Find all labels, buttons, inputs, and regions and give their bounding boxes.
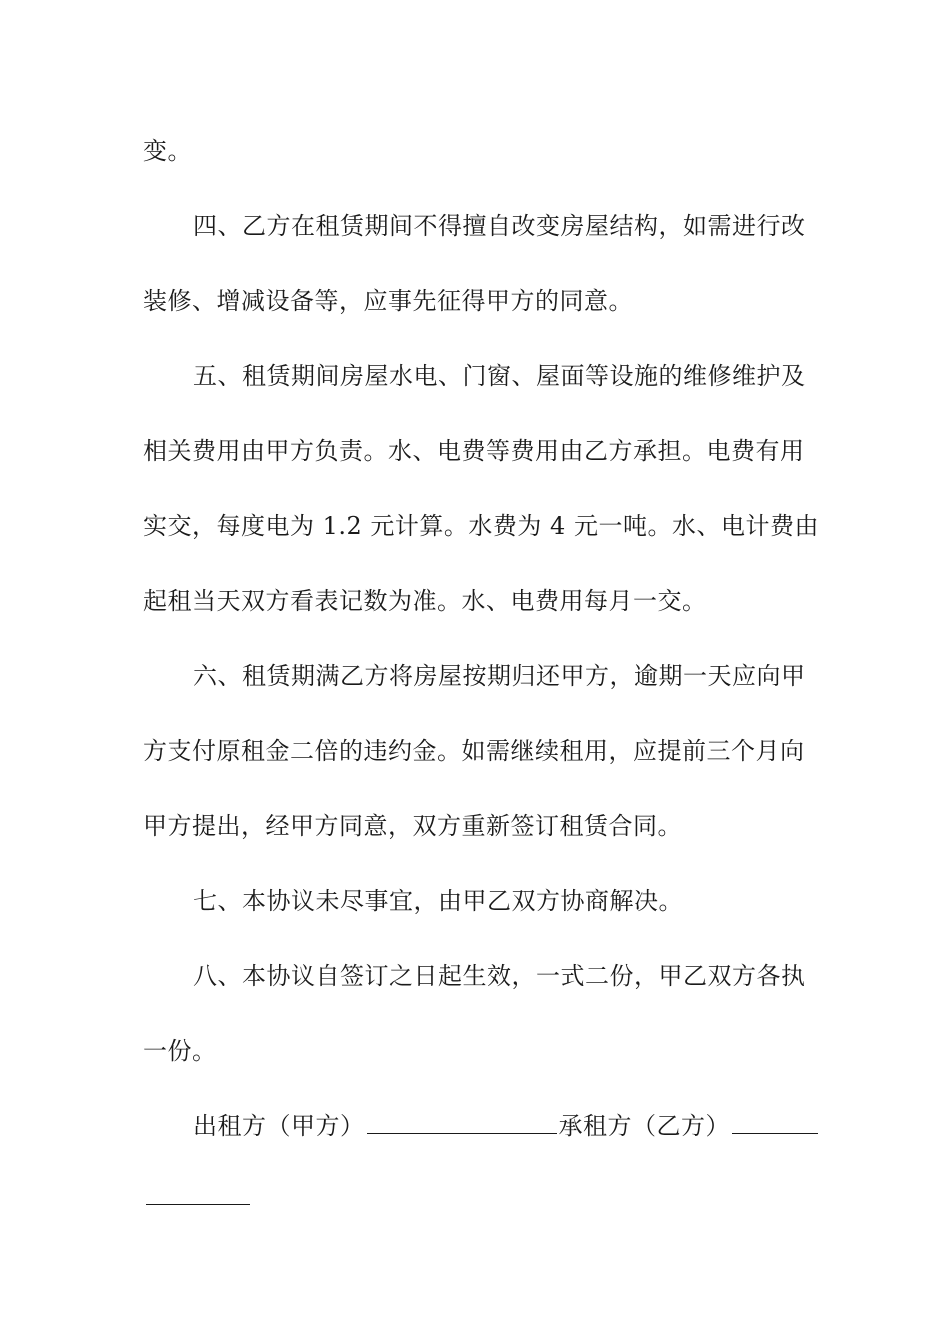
paragraph-line: 变。: [143, 137, 192, 165]
clause-five-line-2: 相关费用由甲方负责。水、电费等费用由乙方承担。电费有用: [143, 437, 805, 465]
lessee-signature-blank-continued: [146, 1184, 250, 1205]
lessee-label: 承租方（乙方）: [558, 1112, 730, 1140]
clause-six-line-1: 六、租赁期满乙方将房屋按期归还甲方，逾期一天应向甲: [193, 662, 806, 690]
signature-line: [193, 1111, 808, 1141]
clause-five-line-4: 起租当天双方看表记数为准。水、电费用每月一交。: [143, 587, 707, 615]
clause-eight-line-1: 八、本协议自签订之日起生效，一式二份，甲乙双方各执: [193, 962, 806, 990]
lessor-label: 出租方（甲方）: [193, 1112, 365, 1140]
clause-five-line-3: 实交，每度电为 1.2 元计算。水费为 4 元一吨。水、电计费由: [143, 512, 819, 540]
clause-six-line-3: 甲方提出，经甲方同意，双方重新签订租赁合同。: [143, 812, 682, 840]
lessor-signature-blank: [367, 1111, 557, 1134]
lessee-signature-blank: [732, 1111, 818, 1134]
clause-seven-line-1: 七、本协议未尽事宜，由甲乙双方协商解决。: [193, 887, 683, 915]
clause-five-line-1: 五、租赁期间房屋水电、门窗、屋面等设施的维修维护及: [193, 362, 806, 390]
clause-four-line-2: 装修、增减设备等，应事先征得甲方的同意。: [143, 287, 633, 315]
clause-four-line-1: 四、乙方在租赁期间不得擅自改变房屋结构，如需进行改: [193, 212, 806, 240]
clause-eight-line-2: 一份。: [143, 1037, 217, 1065]
clause-six-line-2: 方支付原租金二倍的违约金。如需继续租用，应提前三个月向: [143, 737, 805, 765]
